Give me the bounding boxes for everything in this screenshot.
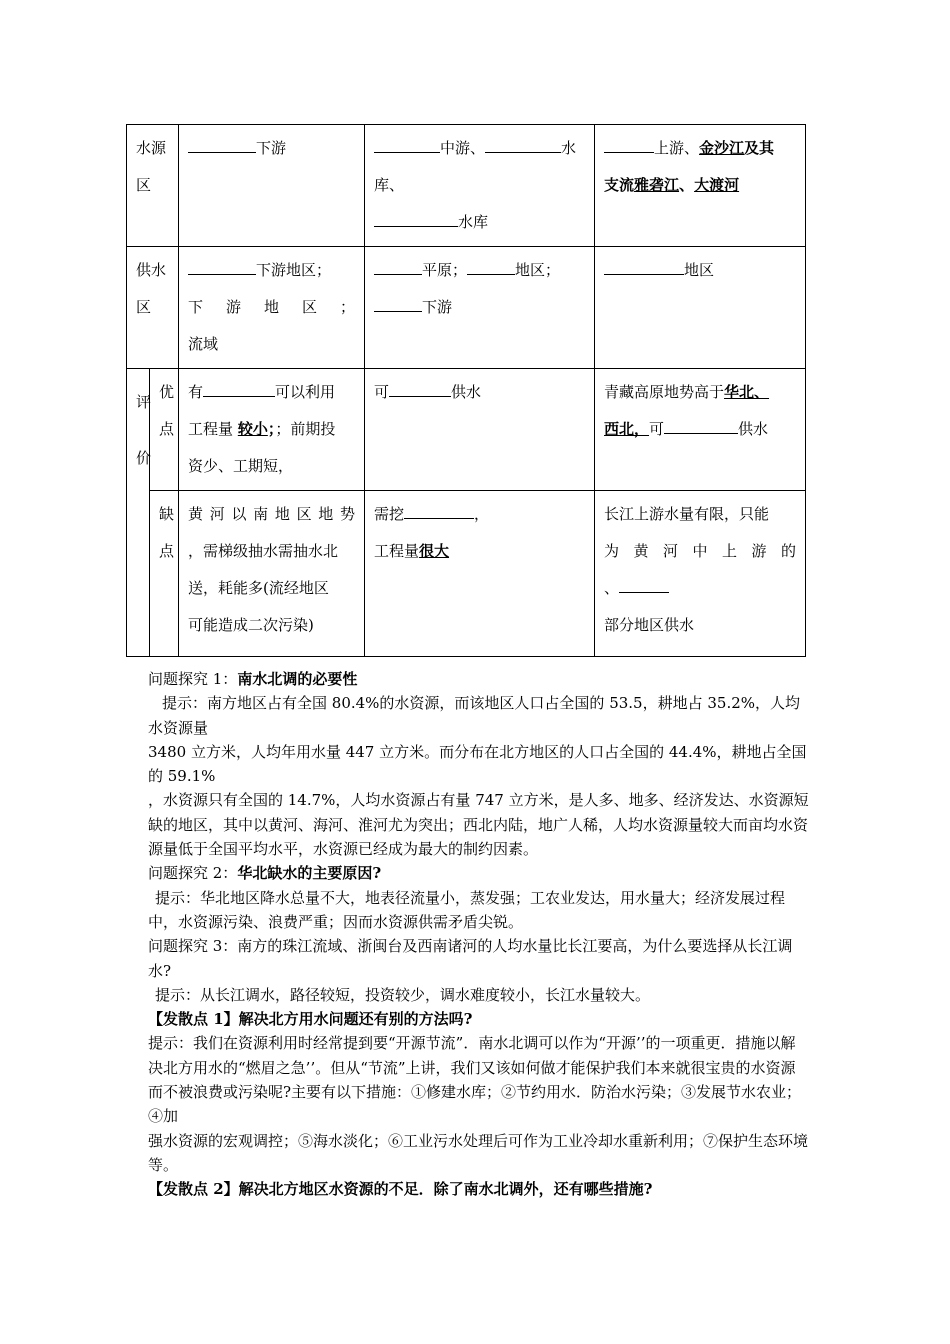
blank [188, 258, 256, 275]
question-1-heading: 问题探究 1：南水北调的必要性 [148, 670, 358, 688]
question-1-hint-cont: ，水资源只有全国的 14.7%，人均水资源占有量 747 立方米，是人多、地多、经济发达、水资源短缺的地区，其中以黄河、海河、淮河尤为突出；西北内陆，地广人稀，人均水资源量较大而亩均水资源量低于全国平均水平，水资源已经成为最大的制约因素。 [148, 791, 809, 859]
row-label-cons: 缺点 [150, 491, 179, 657]
cell-west-source: 上游、金沙江及其 支流雅砻江、大渡河 [595, 125, 806, 247]
blank [404, 502, 474, 519]
discussion-1-hint-cont: 强水资源的宏观调控；⑤海水淡化；⑥工业污水处理后可作为工业冷却水重新利用；⑦保护生态环境等。 [148, 1131, 809, 1174]
table-row-source [127, 125, 806, 247]
blank [619, 576, 669, 593]
blank [374, 258, 422, 275]
cell-west-pros: 青藏高原地势高于华北、 西北，可 供水 [595, 369, 806, 491]
row-label-supply: 供水区 [127, 247, 179, 369]
blank [604, 258, 684, 275]
table-row-supply [127, 247, 806, 369]
blank [188, 136, 256, 153]
discussion-1-hint: 提示：我们在资源利用时经常提到要“开源节流”．南水北调可以作为“开源’’的一项重更．措施以解决北方用水的“燃眉之急’’。但从“节流”上讲，我们又该如何做才能保护我们本来就很宝贵的水资源而不被浪费或污染呢?主要有以下措施：①修建水库；②节约用水．防治水污染；③发展节水农业；④加 [148, 1034, 802, 1126]
cell-east-source: 下游 [179, 125, 365, 247]
water-transfer-comparison-table [126, 124, 806, 657]
body-text [148, 667, 810, 1202]
cell-middle-pros: 可 供水 [365, 369, 595, 491]
question-2-hint: 提示：华北地区降水总量不大，地表径流量小，蒸发强；工农业发达，用水量大；经济发展过程中，水资源污染、浪费严重；因而水资源供需矛盾尖锐。 [148, 888, 786, 931]
row-label-source: 水源区 [127, 125, 179, 247]
discussion-2-heading: 【发散点 2】解决北方地区水资源的不足．除了南水北调外，还有哪些措施? [148, 1180, 653, 1199]
blank [664, 417, 738, 434]
blank [374, 136, 440, 153]
row-label-evaluation: 评价 [127, 369, 150, 657]
question-3-heading: 问题探究 3：南方的珠江流域、浙闽台及西南诸河的人均水量比长江要高，为什么要选择从长江调水? [148, 937, 793, 980]
cell-east-cons: 黄河以南地区地势 ，需梯级抽水需抽水北 送，耗能多(流经地区 可能造成二次污染) [179, 491, 365, 657]
cell-west-supply: 地区 [595, 247, 806, 369]
blank [374, 210, 458, 227]
question-2-heading: 问题探究 2：华北缺水的主要原因? [148, 864, 382, 883]
cell-middle-supply: 平原； 地区； 下游 [365, 247, 595, 369]
table-row-pros [127, 369, 806, 491]
question-1-hint-cont: 3480 立方米，人均年用水量 447 立方米。而分布在北方地区的人口占全国的 44.4%，耕地占全国的 59.1% [148, 742, 807, 786]
blank [604, 136, 654, 153]
blank [389, 380, 451, 397]
cell-east-pros: 有 可以利用 工程量 较小；；前期投 资少、工期短， [179, 369, 365, 491]
question-3-hint: 提示：从长江调水，路径较短，投资较少，调水难度较小，长江水量较大。 [155, 985, 651, 1004]
cell-east-supply: 下游地区； 下 游 地 区 ； 流域 [179, 247, 365, 369]
table-row-cons [127, 491, 806, 657]
blank [485, 136, 561, 153]
blank [374, 295, 422, 312]
question-1-hint: 提示：南方地区占有全国 80.4%的水资源，而该地区人口占全国的 53.5，耕地占 35.2%，人均水资源量 [148, 694, 801, 737]
blank [203, 380, 275, 397]
cell-middle-cons: 需挖 ， 工程量很大 [365, 491, 595, 657]
cell-middle-source: 中游、 水库、 水库 [365, 125, 595, 247]
discussion-1-heading: 【发散点 1】解决北方用水问题还有别的方法吗? [148, 1010, 473, 1029]
cell-west-cons: 长江上游水量有限，只能 为黄河中上游的 、 部分地区供水 [595, 491, 806, 657]
blank [467, 258, 515, 275]
row-label-pros: 优点 [150, 369, 179, 491]
